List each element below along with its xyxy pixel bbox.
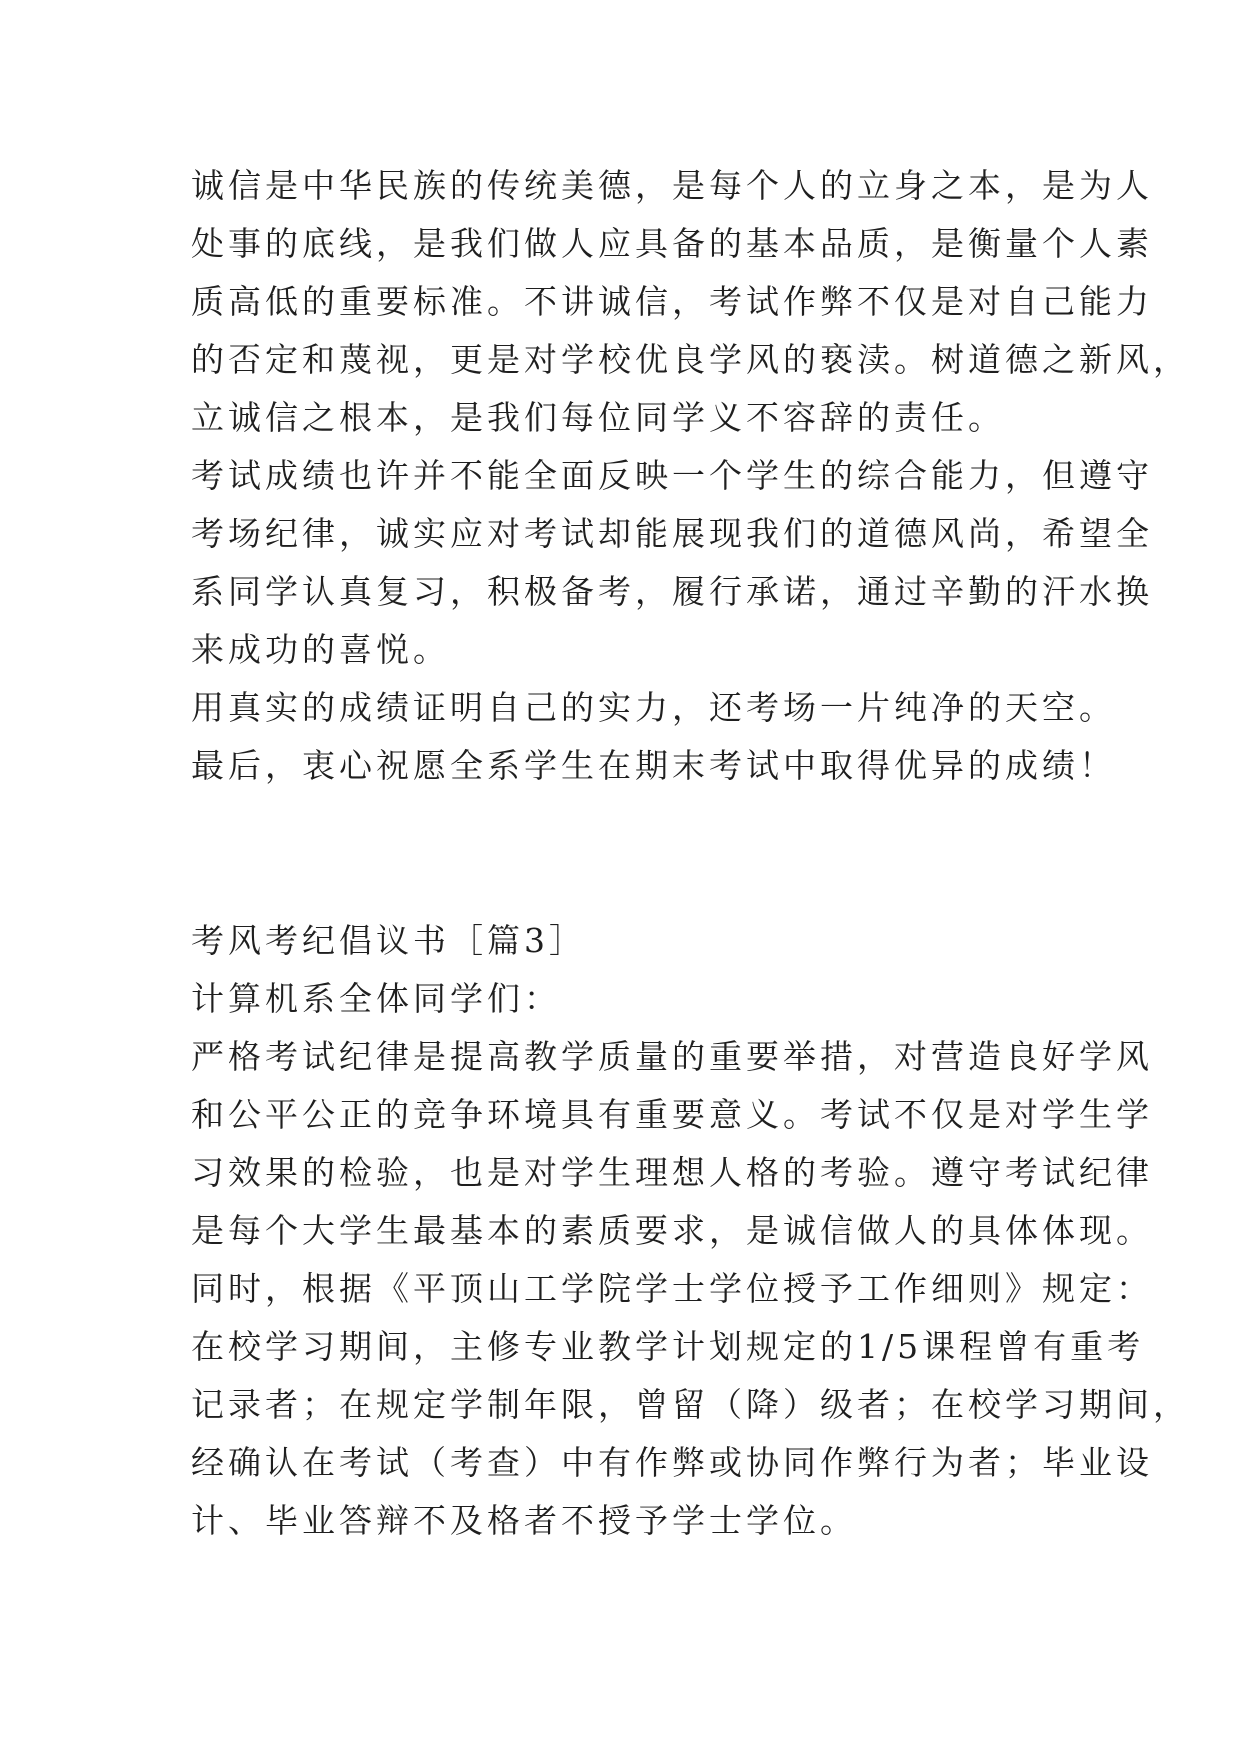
paragraph-line: 的否定和蔑视，更是对学校优良学风的亵渎。树道德之新风，	[191, 340, 1190, 379]
paragraph-line: 立诚信之根本，是我们每位同学义不容辞的责任。	[191, 398, 1005, 437]
section-title: 考风考纪倡议书［篇3］	[191, 921, 586, 960]
paragraph-line: 质高低的重要标准。不讲诚信，考试作弊不仅是对自己能力	[191, 282, 1153, 321]
paragraph-line: 系同学认真复习，积极备考，履行承诺，通过辛勤的汗水换	[191, 572, 1153, 611]
paragraph-line: 严格考试纪律是提高教学质量的重要举措，对营造良好学风	[191, 1037, 1153, 1076]
paragraph-line: 诚信是中华民族的传统美德，是每个人的立身之本，是为人	[191, 166, 1153, 205]
paragraph-line: 考试成绩也许并不能全面反映一个学生的综合能力，但遵守	[191, 456, 1153, 495]
paragraph-line: 同时，根据《平顶山工学院学士学位授予工作细则》规定：	[191, 1269, 1153, 1308]
paragraph-line: 处事的底线，是我们做人应具备的基本品质，是衡量个人素	[191, 224, 1153, 263]
paragraph-line: 来成功的喜悦。	[191, 630, 450, 669]
greeting: 计算机系全体同学们：	[191, 979, 561, 1018]
paragraph-line: 和公平公正的竞争环境具有重要意义。考试不仅是对学生学	[191, 1095, 1153, 1134]
paragraph-line: 最后，衷心祝愿全系学生在期末考试中取得优异的成绩！	[191, 746, 1116, 785]
paragraph-line: 经确认在考试（考查）中有作弊或协同作弊行为者；毕业设	[191, 1443, 1153, 1482]
paragraph-line: 在校学习期间，主修专业教学计划规定的1/5课程曾有重考	[191, 1327, 1145, 1366]
paragraph-line: 习效果的检验，也是对学生理想人格的考验。遵守考试纪律	[191, 1153, 1153, 1192]
paragraph-line: 计、毕业答辩不及格者不授予学士学位。	[191, 1501, 857, 1540]
paragraph-line: 是每个大学生最基本的素质要求，是诚信做人的具体体现。	[191, 1211, 1153, 1250]
paragraph-line: 考场纪律，诚实应对考试却能展现我们的道德风尚，希望全	[191, 514, 1153, 553]
paragraph-line: 用真实的成绩证明自己的实力，还考场一片纯净的天空。	[191, 688, 1116, 727]
paragraph-line: 记录者；在规定学制年限，曾留（降）级者；在校学习期间，	[191, 1385, 1190, 1424]
